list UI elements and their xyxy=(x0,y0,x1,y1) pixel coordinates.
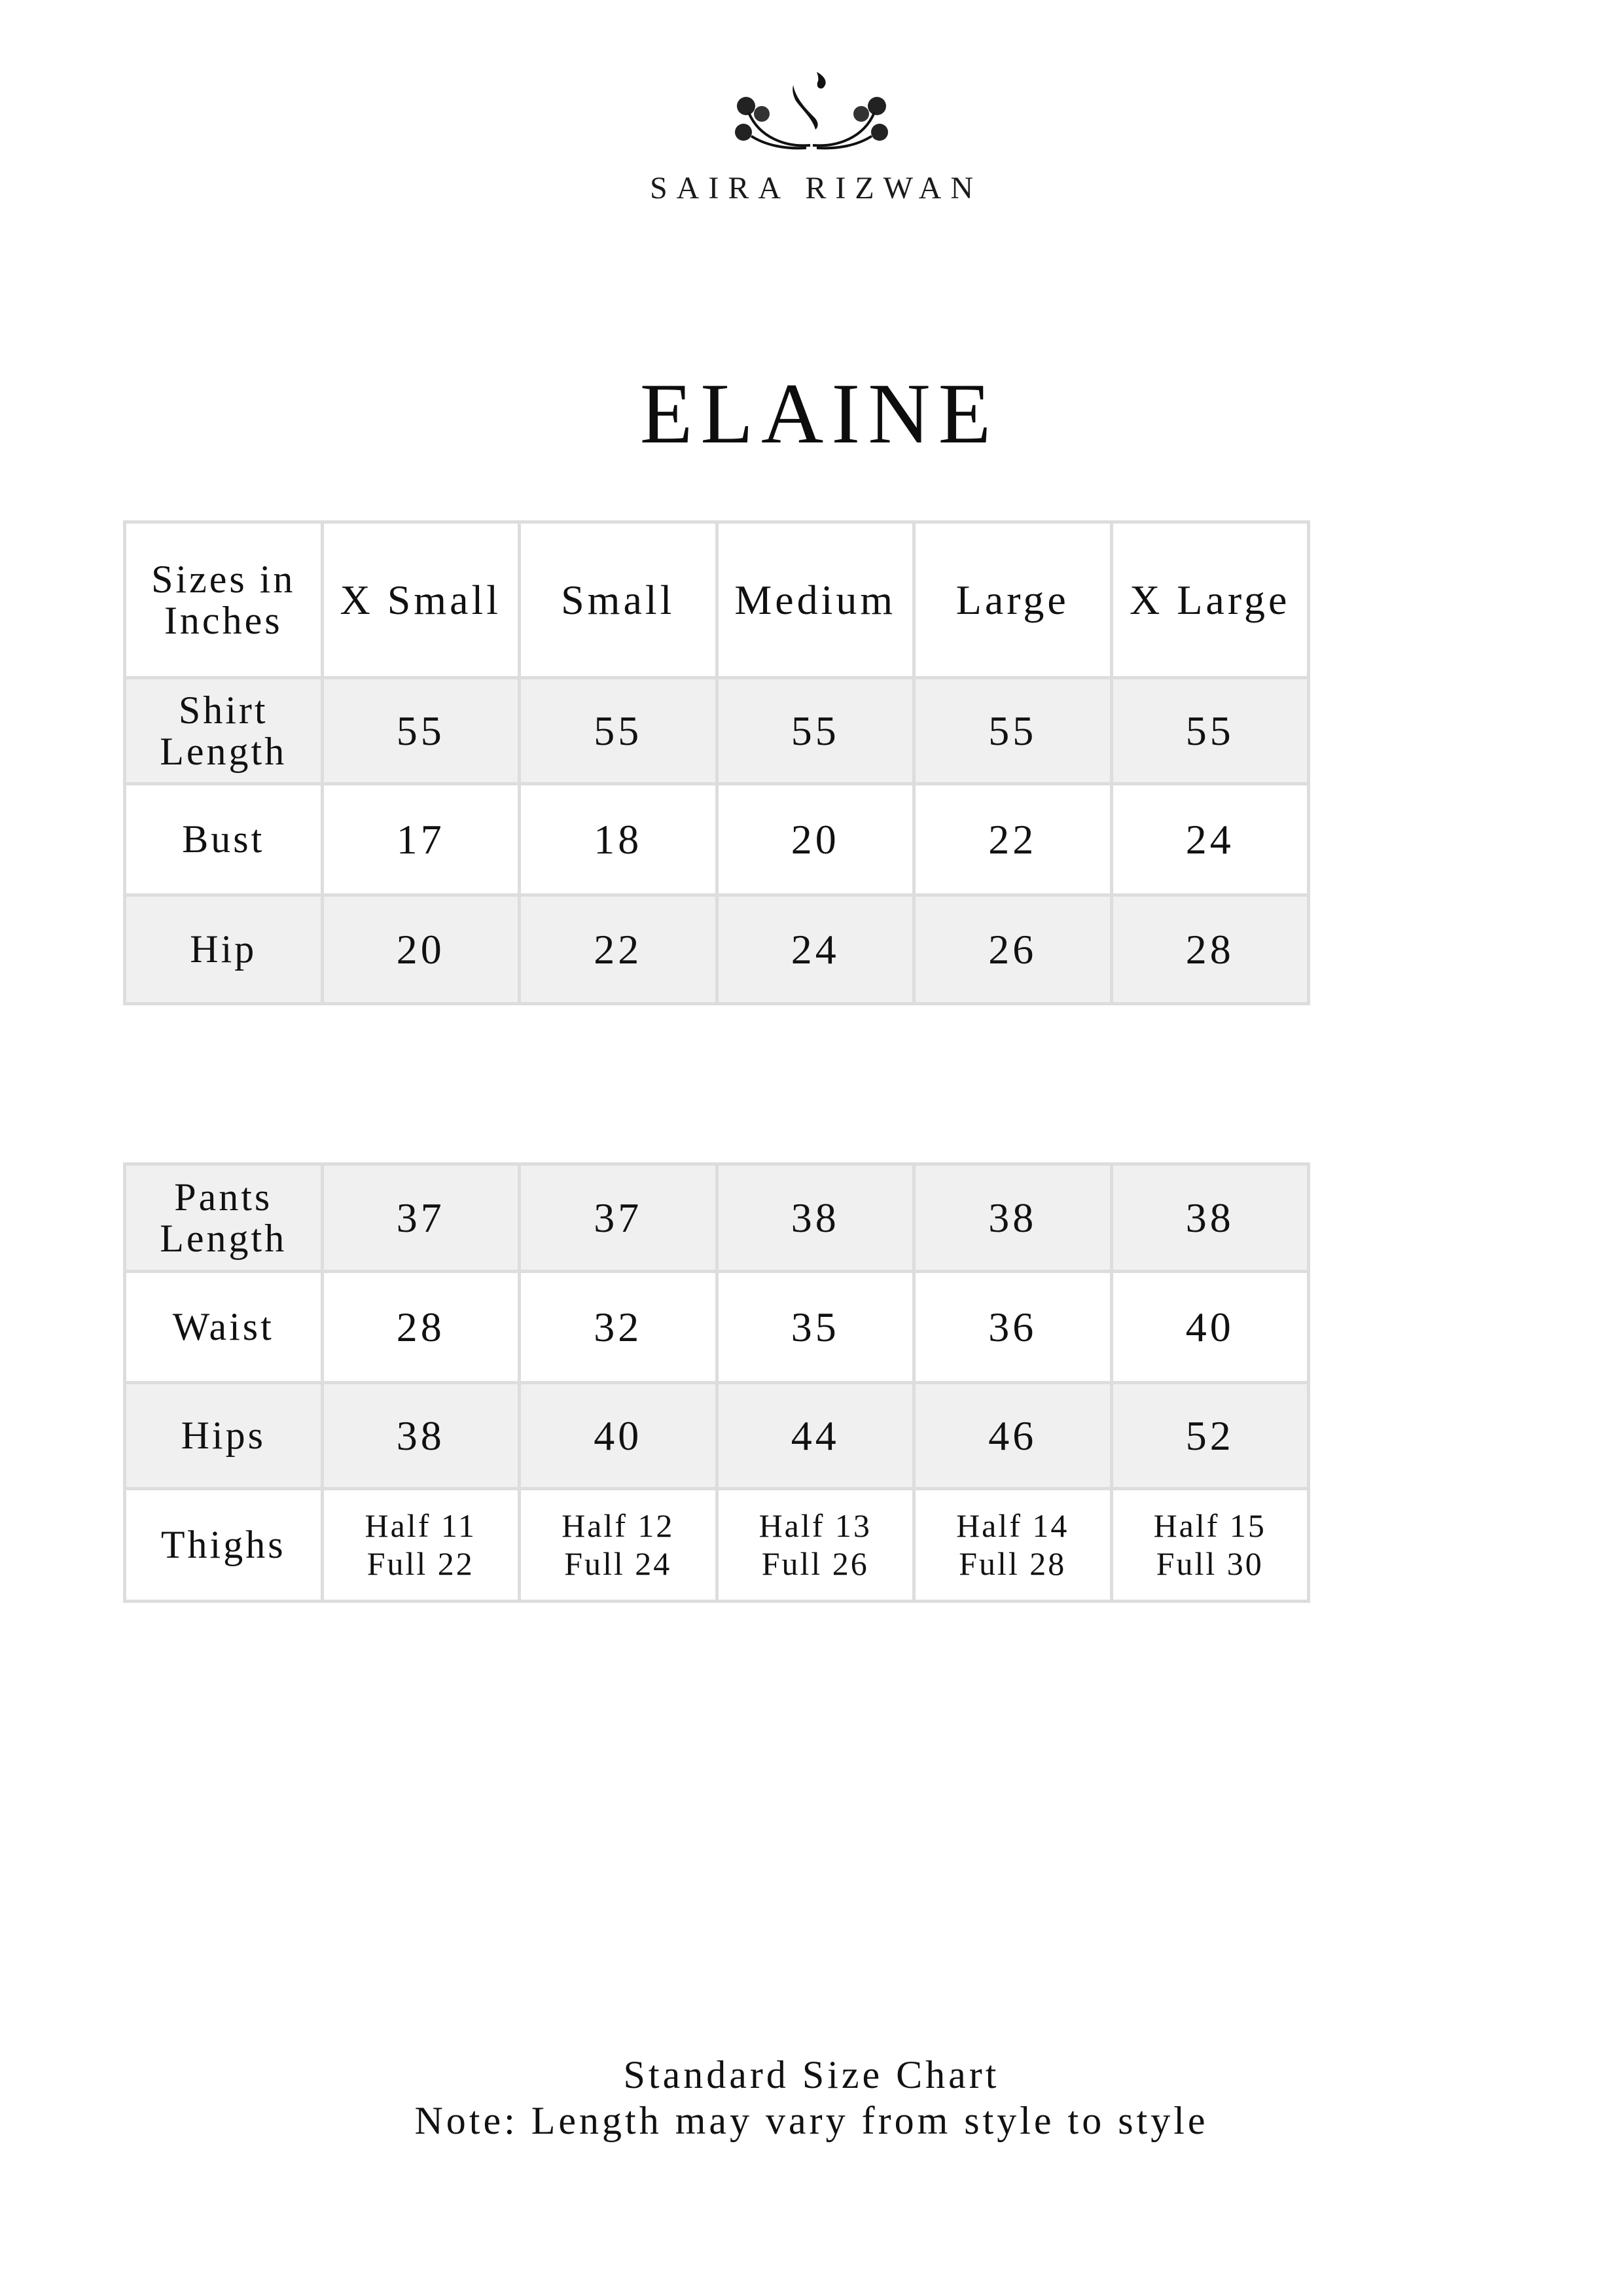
table-cell: 46 xyxy=(914,1383,1112,1489)
table-cell: 24 xyxy=(1111,784,1309,895)
header-cell: Small xyxy=(520,522,717,678)
thigh-half: Half 14 xyxy=(956,1507,1069,1544)
table-cell: 55 xyxy=(322,678,520,784)
header-cell: Large xyxy=(914,522,1112,678)
table-cell: 55 xyxy=(1111,678,1309,784)
thigh-full: Full 26 xyxy=(761,1545,869,1582)
table-cell: 22 xyxy=(520,895,717,1004)
table-header-row xyxy=(125,522,1309,678)
row-label: Bust xyxy=(125,784,323,895)
header-cell: X Large xyxy=(1111,522,1309,678)
thigh-full: Full 22 xyxy=(366,1545,474,1582)
thigh-half: Half 15 xyxy=(1153,1507,1266,1544)
table-cell xyxy=(717,1489,914,1602)
thigh-half: Half 13 xyxy=(758,1507,872,1544)
table-row xyxy=(125,1164,1309,1272)
thigh-full: Full 24 xyxy=(564,1545,672,1582)
table-cell: 20 xyxy=(717,784,914,895)
table-cell: 38 xyxy=(914,1164,1112,1272)
table-cell: 28 xyxy=(322,1272,520,1383)
table-cell: 35 xyxy=(717,1272,914,1383)
table-cell xyxy=(1111,1489,1309,1602)
table-cell xyxy=(322,1489,520,1602)
top-size-table xyxy=(123,520,1310,1005)
table-cell: 17 xyxy=(322,784,520,895)
header-cell: X Small xyxy=(322,522,520,678)
header-cell: Medium xyxy=(717,522,914,678)
table-cell: 40 xyxy=(520,1383,717,1489)
table-row xyxy=(125,1383,1309,1489)
table-row xyxy=(125,1272,1309,1383)
table-cell: 37 xyxy=(322,1164,520,1272)
row-label: Thighs xyxy=(125,1489,323,1602)
table-cell: 32 xyxy=(520,1272,717,1383)
table-cell: 28 xyxy=(1111,895,1309,1004)
thigh-half: Half 11 xyxy=(365,1507,476,1544)
header-cell: Sizes in Inches xyxy=(125,522,323,678)
table-cell: 38 xyxy=(1111,1164,1309,1272)
bottom-size-table xyxy=(123,1162,1310,1603)
table-cell: 44 xyxy=(717,1383,914,1489)
footer-title: Standard Size Chart xyxy=(623,2053,1000,2096)
thigh-half: Half 12 xyxy=(562,1507,675,1544)
table-cell: 20 xyxy=(322,895,520,1004)
table-cell: 22 xyxy=(914,784,1112,895)
floral-calligraphy-logo-icon xyxy=(733,72,890,157)
brand-logo xyxy=(0,72,1623,206)
table-cell: 36 xyxy=(914,1272,1112,1383)
product-title: ELAINE xyxy=(639,365,999,461)
table-row xyxy=(125,895,1309,1004)
table-cell xyxy=(914,1489,1112,1602)
table-cell xyxy=(520,1489,717,1602)
table-cell: 18 xyxy=(520,784,717,895)
table-cell: 24 xyxy=(717,895,914,1004)
brand-name: SAIRA RIZWAN xyxy=(649,171,982,206)
footer-disclaimer: Note: Length may vary from style to style xyxy=(414,2099,1209,2142)
table-cell: 26 xyxy=(914,895,1112,1004)
thigh-full: Full 28 xyxy=(959,1545,1067,1582)
table-row xyxy=(125,678,1309,784)
table-row xyxy=(125,784,1309,895)
table-cell: 55 xyxy=(717,678,914,784)
table-row xyxy=(125,1489,1309,1602)
thigh-full: Full 30 xyxy=(1156,1545,1264,1582)
footer-note xyxy=(0,2052,1623,2144)
row-label: Pants Length xyxy=(125,1164,323,1272)
table-cell: 52 xyxy=(1111,1383,1309,1489)
row-label: Waist xyxy=(125,1272,323,1383)
table-cell: 38 xyxy=(322,1383,520,1489)
table-cell: 37 xyxy=(520,1164,717,1272)
table-cell: 55 xyxy=(914,678,1112,784)
row-label: Hip xyxy=(125,895,323,1004)
row-label: Hips xyxy=(125,1383,323,1489)
table-cell: 40 xyxy=(1111,1272,1309,1383)
row-label: Shirt Length xyxy=(125,678,323,784)
table-cell: 38 xyxy=(717,1164,914,1272)
table-cell: 55 xyxy=(520,678,717,784)
